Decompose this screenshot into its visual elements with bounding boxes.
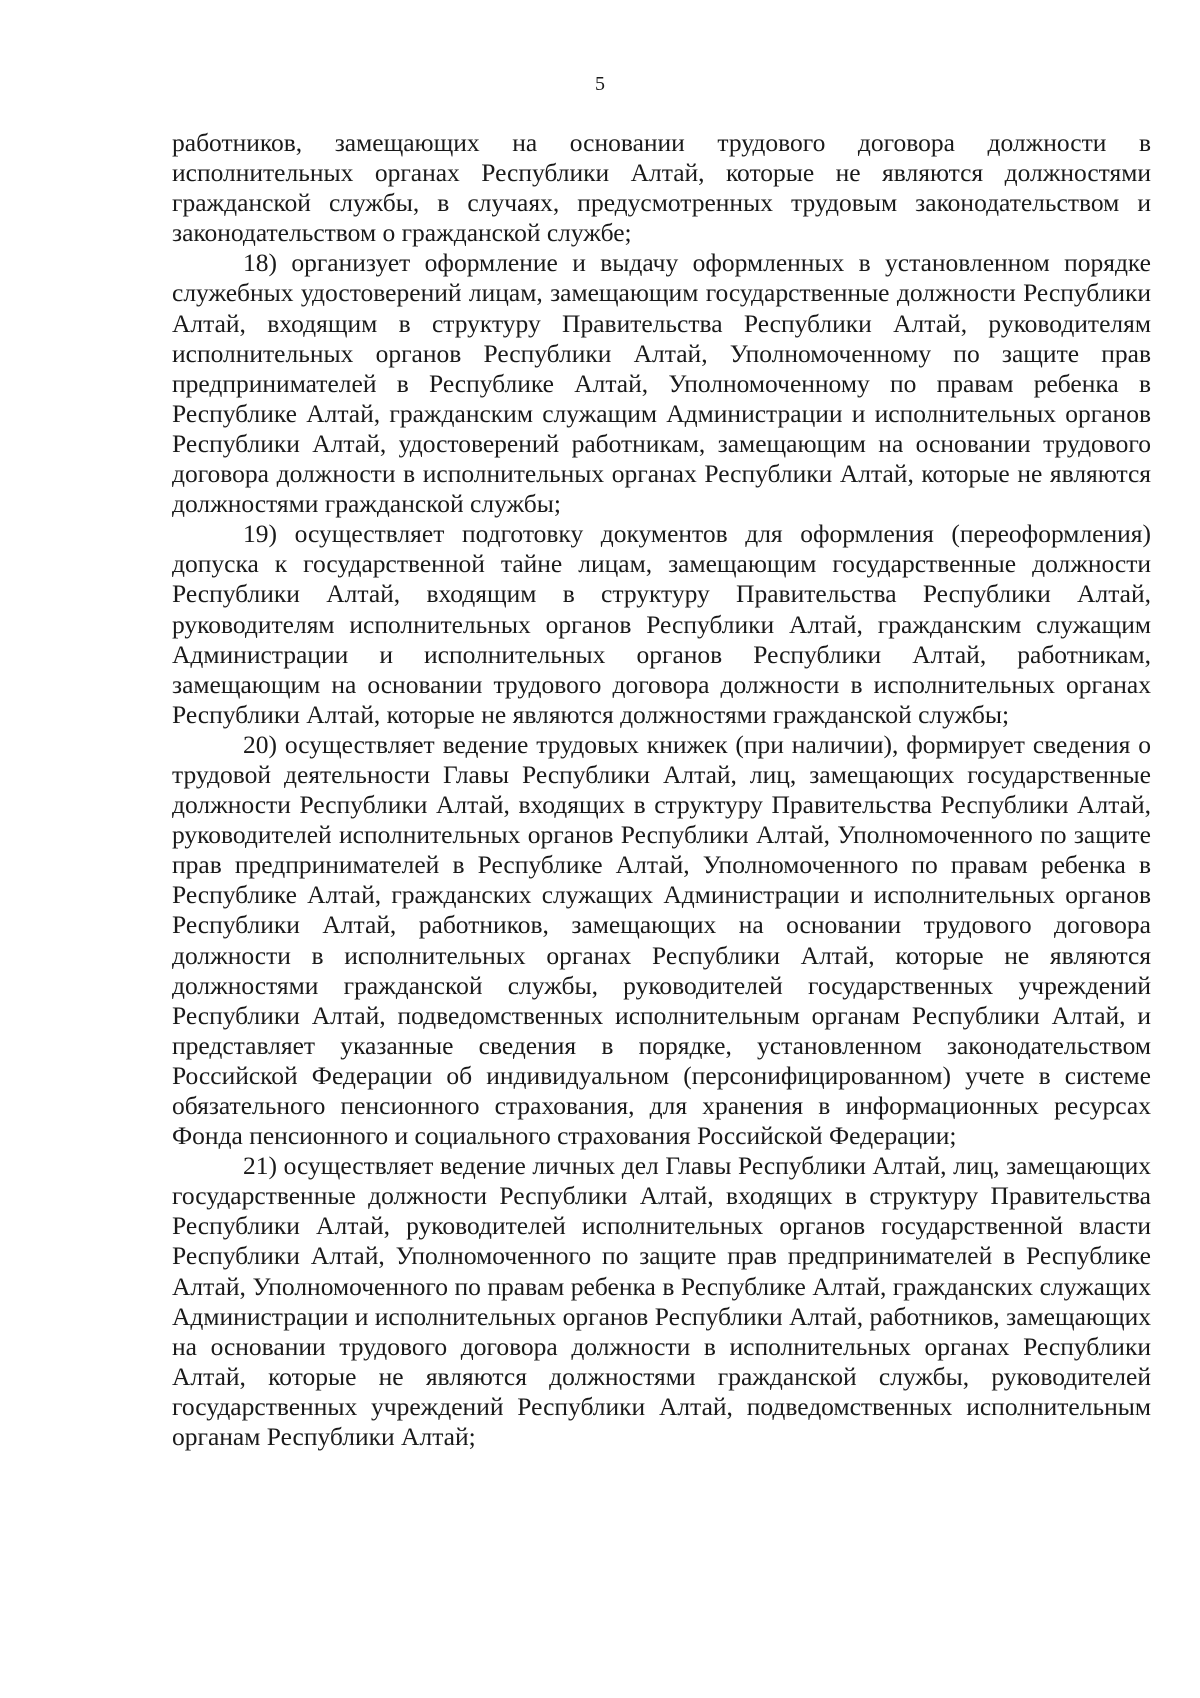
page-number: 5	[595, 73, 605, 95]
paragraph-continuation: работников, замещающих на основании трудового договора должности в исполнительных органах Республики Алтай, которые не являются должностями гражданской службы, в случаях, предусмотренных трудовым законодательством и законодательством о гражданской службе;	[172, 128, 1151, 248]
paragraph-item-18: 18) организует оформление и выдачу оформленных в установленном порядке служебных удостоверений лицам, замещающим государственные должности Республики Алтай, входящим в структуру Правительства Республики Алтай, руководителям исполнительных органов Республики Алтай, Уполномоченному по защите прав предпринимателей в Республике Алтай, Уполномоченному по правам ребенка в Республике Алтай, гражданским служащим Администрации и исполнительных органов Республики Алтай, удостоверений работникам, замещающим на основании трудового договора должности в исполнительных органах Республики Алтай, которые не являются должностями гражданской службы;	[172, 248, 1151, 519]
document-body	[172, 128, 1151, 1452]
paragraph-item-19: 19) осуществляет подготовку документов для оформления (переоформления) допуска к государственной тайне лицам, замещающим государственные должности Республики Алтай, входящим в структуру Правительства Республики Алтай, руководителям исполнительных органов Республики Алтай, гражданским служащим Администрации и исполнительных органов Республики Алтай, работникам, замещающим на основании трудового договора должности в исполнительных органах Республики Алтай, которые не являются должностями гражданской службы;	[172, 519, 1151, 729]
paragraph-item-20: 20) осуществляет ведение трудовых книжек (при наличии), формирует сведения о трудовой деятельности Главы Республики Алтай, лиц, замещающих государственные должности Республики Алтай, входящих в структуру Правительства Республики Алтай, руководителей исполнительных органов Республики Алтай, Уполномоченного по защите прав предпринимателей в Республике Алтай, Уполномоченного по правам ребенка в Республике Алтай, гражданских служащих Администрации и исполнительных органов Республики Алтай, работников, замещающих на основании трудового договора должности в исполнительных органах Республики Алтай, которые не являются должностями гражданской службы, руководителей государственных учреждений Республики Алтай, подведомственных исполнительным органам Республики Алтай, и представляет указанные сведения в порядке, установленном законодательством Российской Федерации об индивидуальном (персонифицированном) учете в системе обязательного пенсионного страхования, для хранения в информационных ресурсах Фонда пенсионного и социального страхования Российской Федерации;	[172, 729, 1151, 1151]
paragraph-item-21: 21) осуществляет ведение личных дел Главы Республики Алтай, лиц, замещающих государственные должности Республики Алтай, входящих в структуру Правительства Республики Алтай, руководителей исполнительных органов государственной власти Республики Алтай, Уполномоченного по защите прав предпринимателей в Республике Алтай, Уполномоченного по правам ребенка в Республике Алтай, гражданских служащих Администрации и исполнительных органов Республики Алтай, работников, замещающих на основании трудового договора должности в исполнительных органах Республики Алтай, которые не являются должностями гражданской службы, руководителей государственных учреждений Республики Алтай, подведомственных исполнительным органам Республики Алтай;	[172, 1151, 1151, 1452]
